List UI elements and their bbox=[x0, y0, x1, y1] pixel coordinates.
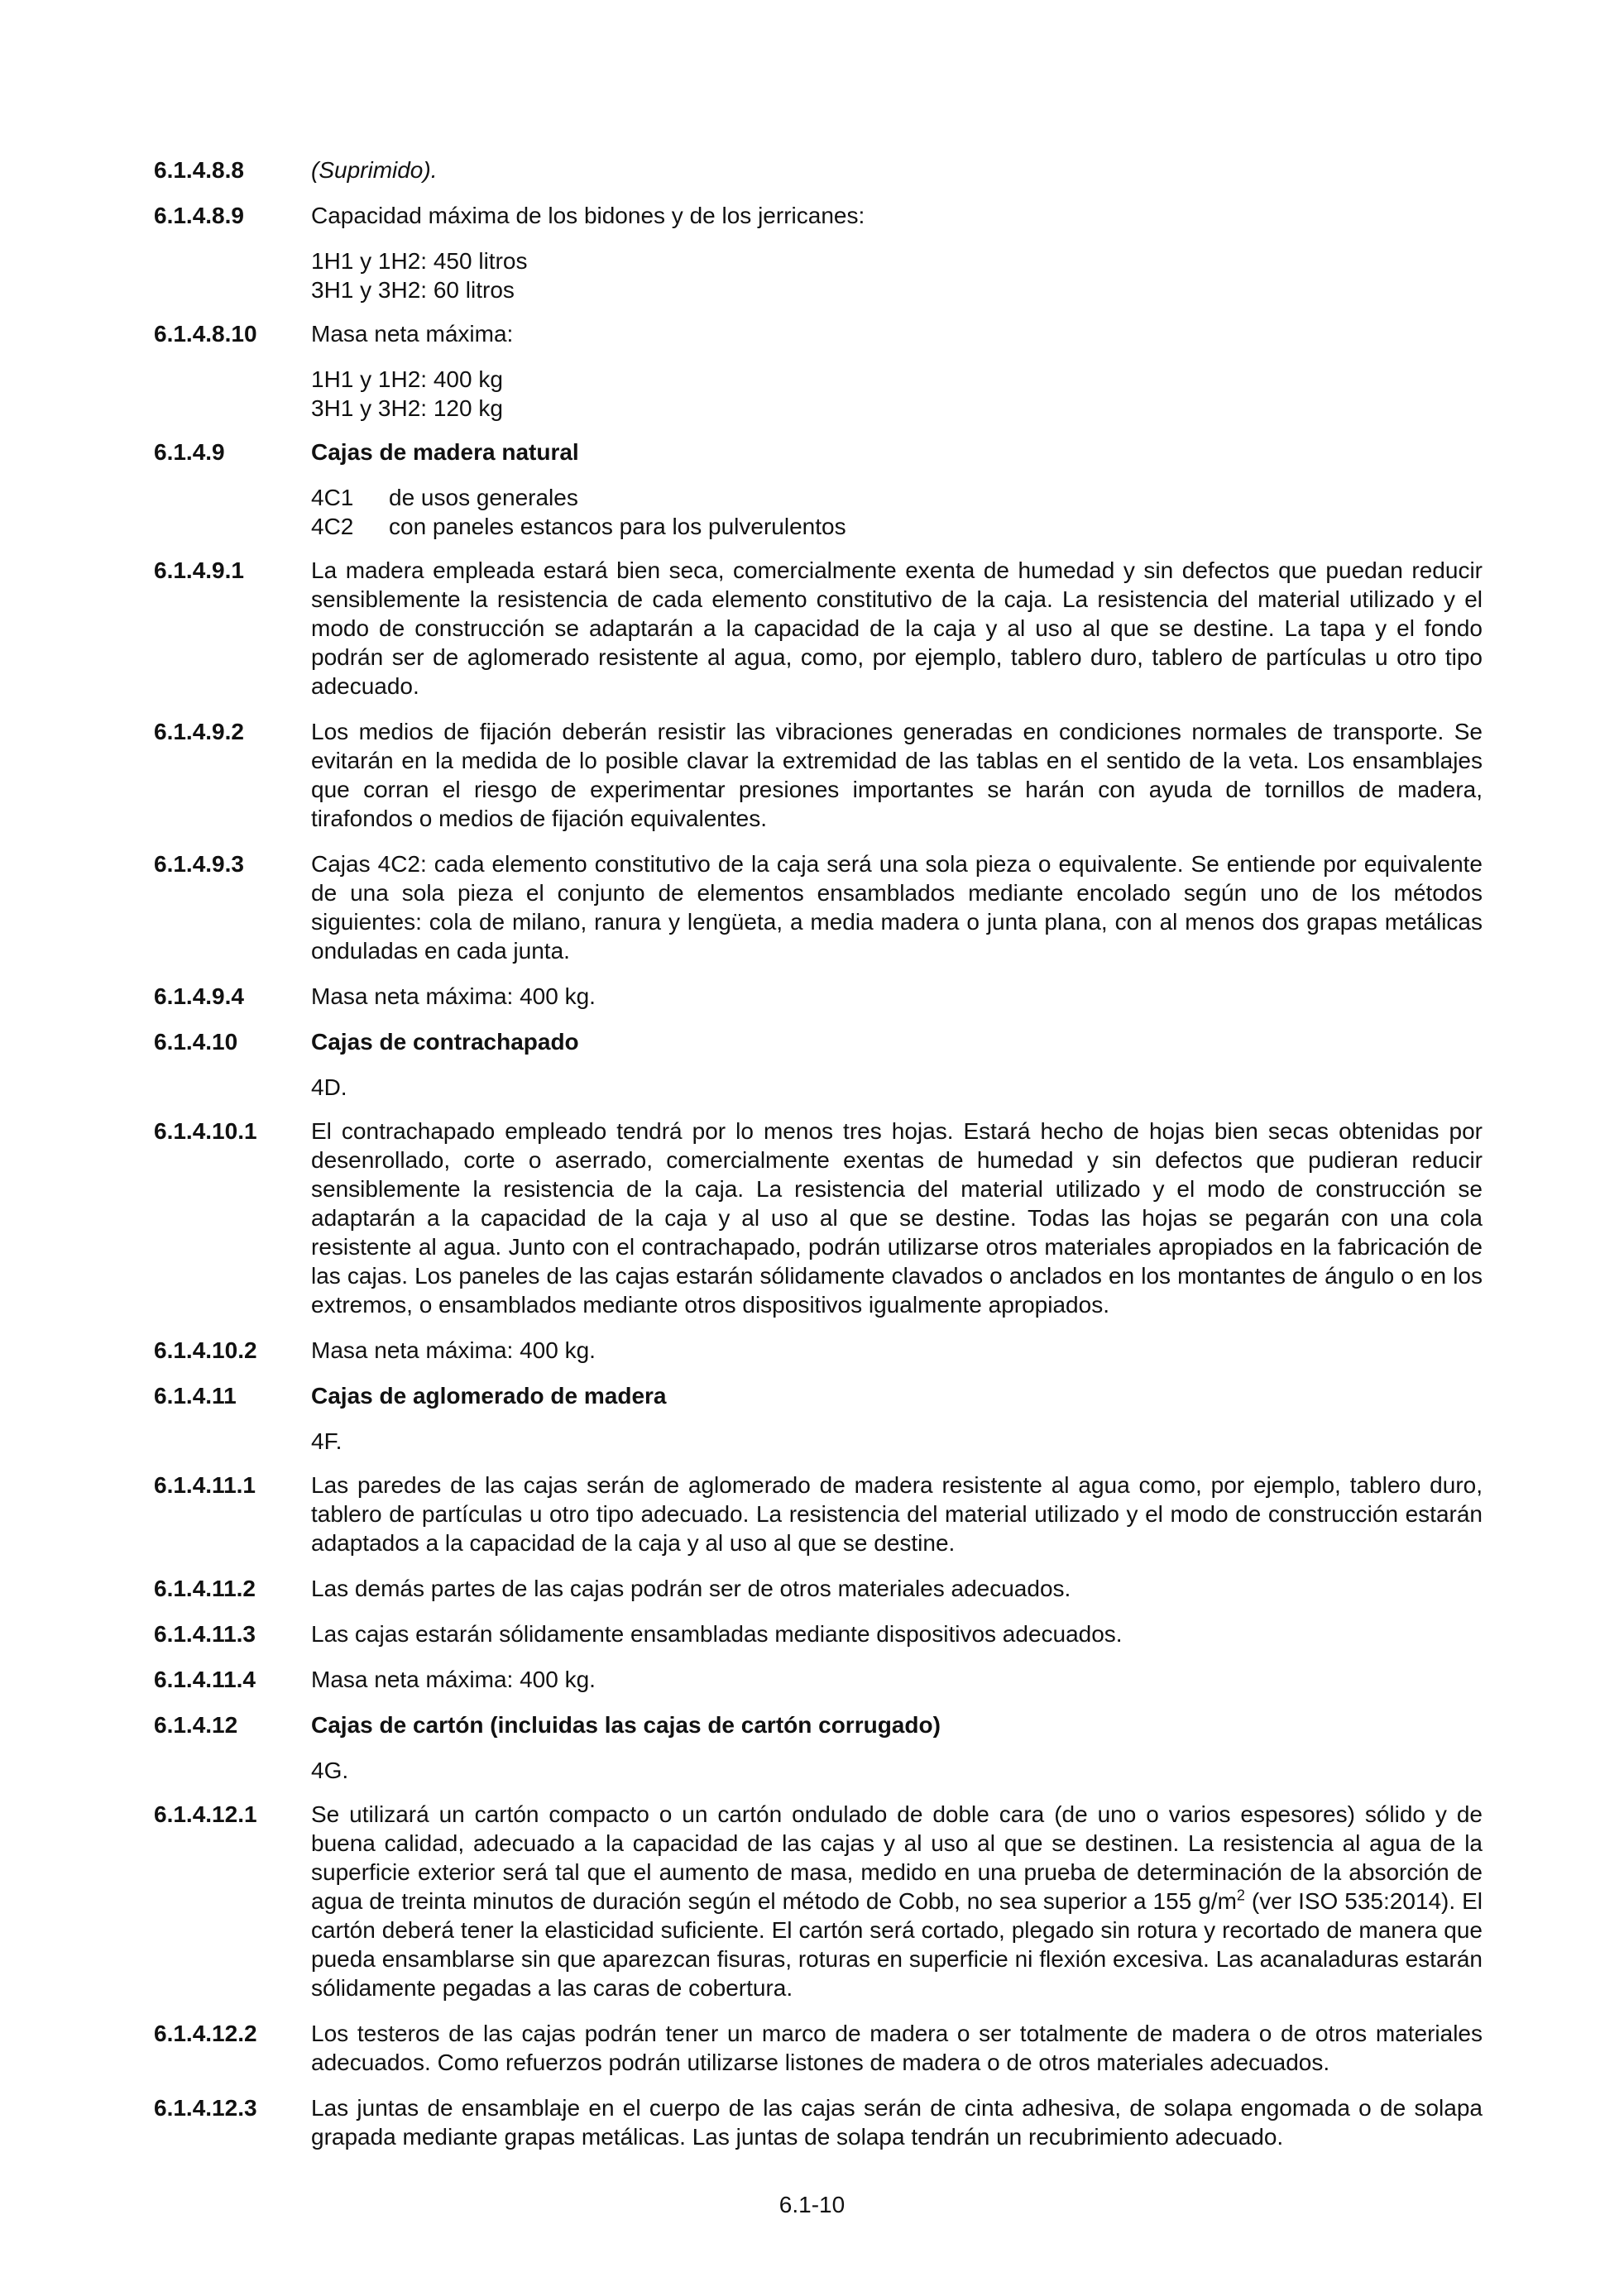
section-number: 6.1.4.11 bbox=[154, 1383, 237, 1409]
section-6-1-4-8-10 bbox=[154, 319, 1483, 348]
section-heading: Cajas de contrachapado bbox=[311, 1029, 579, 1055]
section-number: 6.1.4.12.1 bbox=[154, 1801, 257, 1827]
section-text: Capacidad máxima de los bidones y de los jerricanes: bbox=[311, 203, 865, 228]
section-6-1-4-10 bbox=[154, 1027, 1483, 1056]
section-number: 6.1.4.8.8 bbox=[154, 157, 244, 183]
section-text: Las cajas estarán sólidamente ensambladas mediante dispositivos adecuados. bbox=[311, 1621, 1123, 1647]
section-6-1-4-9-3 bbox=[154, 849, 1483, 965]
packaging-code-line: 4F. bbox=[311, 1428, 343, 1454]
packaging-code: 4C1 bbox=[311, 485, 354, 510]
section-number: 6.1.4.10.2 bbox=[154, 1337, 257, 1363]
section-6-1-4-12-3 bbox=[154, 2093, 1483, 2151]
section-heading: Cajas de aglomerado de madera bbox=[311, 1383, 667, 1409]
section-text: Masa neta máxima: 400 kg. bbox=[311, 1337, 596, 1363]
mass-line: 1H1 y 1H2: 400 kg bbox=[311, 366, 503, 392]
section-number: 6.1.4.12.3 bbox=[154, 2095, 257, 2121]
section-number: 6.1.4.8.10 bbox=[154, 321, 257, 347]
code-list bbox=[311, 483, 1483, 541]
section-heading: Cajas de madera natural bbox=[311, 439, 579, 465]
section-text: Los testeros de las cajas podrán tener un marco de madera o ser totalmente de madera o de otros materiales adecuados. Como refuerzos podrán utilizarse listones de madera o de otros materiales adecuados. bbox=[311, 2021, 1483, 2075]
section-6-1-4-12-1 bbox=[154, 1800, 1483, 2002]
section-6-1-4-12 bbox=[154, 1710, 1483, 1739]
section-6-1-4-9-4 bbox=[154, 982, 1483, 1011]
section-number: 6.1.4.11.2 bbox=[154, 1576, 256, 1601]
section-text-part: Se utilizará un cartón compacto o un cartón ondulado de doble cara (de uno o varios espesores) sólido y de buena calidad, adecuado a la capacidad de las cajas y al uso al que se destinen. La resistencia al agua de la superficie exterior será tal que el aumento de masa, medido en una prueba de determinación de la absorción de agua de treinta minutos de duración según el método de Cobb, no sea superior a 155 g/m bbox=[311, 1801, 1483, 1914]
section-6-1-4-9 bbox=[154, 438, 1483, 466]
section-6-1-4-10-1 bbox=[154, 1117, 1483, 1319]
code-line bbox=[311, 483, 1483, 512]
section-number: 6.1.4.10 bbox=[154, 1029, 238, 1055]
code-line bbox=[311, 512, 1483, 541]
superscript: 2 bbox=[1236, 1887, 1245, 1904]
section-number: 6.1.4.12 bbox=[154, 1712, 238, 1738]
section-text-part: (ver ISO 535:2014). El cartón deberá tener la elasticidad suficiente. El cartón será cortado, plegado sin rotura y recortado de manera que pueda ensamblarse sin que aparezcan fisuras, roturas en superficie ni flexión excesiva. Las acanaladuras estarán sólidamente pegadas a las caras de cobertura. bbox=[311, 1888, 1483, 2001]
section-number: 6.1.4.9 bbox=[154, 439, 225, 465]
section-number: 6.1.4.9.2 bbox=[154, 719, 244, 744]
section-text: El contrachapado empleado tendrá por lo menos tres hojas. Estará hecho de hojas bien secas obtenidas por desenrollado, corte o aserrado, comercialmente exentas de humedad y sin defectos que pudieran reducir sensiblemente la resistencia de la caja. La resistencia del material utilizado y el modo de construcción se adaptarán a la capacidad de la caja y al uso al que se destine. Todas las hojas se pegarán con una cola resistente al agua. Junto con el contrachapado, podrán utilizarse otros materiales apropiados en la fabricación de las cajas. Los paneles de las cajas estarán sólidamente clavados o anclados en los montantes de ángulo o en los extremos, o ensamblados mediante otros dispositivos igualmente apropiados. bbox=[311, 1118, 1483, 1318]
section-number: 6.1.4.9.1 bbox=[154, 557, 244, 583]
section-6-1-4-11-2 bbox=[154, 1574, 1483, 1603]
section-6-1-4-8-8 bbox=[154, 155, 1483, 184]
page-content bbox=[154, 155, 1483, 2168]
section-number: 6.1.4.12.2 bbox=[154, 2021, 257, 2046]
packaging-code-line: 4G. bbox=[311, 1758, 349, 1783]
section-number: 6.1.4.11.4 bbox=[154, 1667, 256, 1692]
packaging-code-description: con paneles estancos para los pulverulentos bbox=[389, 514, 846, 539]
section-text: Masa neta máxima: 400 kg. bbox=[311, 983, 596, 1009]
page-number: 6.1-10 bbox=[778, 2192, 846, 2217]
section-6-1-4-10-2 bbox=[154, 1336, 1483, 1365]
capacity-line: 3H1 y 3H2: 60 litros bbox=[311, 277, 515, 303]
section-number: 6.1.4.11.1 bbox=[154, 1472, 256, 1498]
section-6-1-4-8-9 bbox=[154, 201, 1483, 230]
section-6-1-4-11-1 bbox=[154, 1471, 1483, 1557]
section-text: La madera empleada estará bien seca, comercialmente exenta de humedad y sin defectos que puedan reducir sensiblemente la resistencia de cada elemento constitutivo de la caja. La resistencia del material utilizado y el modo de construcción se adaptarán a la capacidad de la caja y al uso al que se destine. La tapa y el fondo podrán ser de aglomerado resistente al agua, como, por ejemplo, tablero duro, tablero de partículas u otro tipo adecuado. bbox=[311, 557, 1483, 699]
section-text: Cajas 4C2: cada elemento constitutivo de la caja será una sola pieza o equivalente. Se entiende por equivalente de una sola pieza el conjunto de elementos ensamblados mediante encolado según uno de los métodos siguientes: cola de milano, ranura y lengüeta, a media madera o junta plana, con al menos dos grapas metálicas onduladas en cada junta. bbox=[311, 851, 1483, 964]
section-text: Las demás partes de las cajas podrán ser de otros materiales adecuados. bbox=[311, 1576, 1071, 1601]
section-text: Masa neta máxima: bbox=[311, 321, 514, 347]
section-text: Los medios de fijación deberán resistir las vibraciones generadas en condiciones normales de transporte. Se evitarán en la medida de lo posible clavar la extremidad de las tablas en el sentido de la veta. Los ensamblajes que corran el riesgo de experimentar presiones importantes se harán con ayuda de tornillos de madera, tirafondos o medios de fijación equivalentes. bbox=[311, 719, 1483, 831]
section-number: 6.1.4.9.3 bbox=[154, 851, 244, 877]
packaging-code: 4C2 bbox=[311, 514, 354, 539]
section-6-1-4-11-4 bbox=[154, 1665, 1483, 1694]
section-number: 6.1.4.11.3 bbox=[154, 1621, 256, 1647]
section-text: Las juntas de ensamblaje en el cuerpo de las cajas serán de cinta adhesiva, de solapa engomada o de solapa grapada mediante grapas metálicas. Las juntas de solapa tendrán un recubrimiento adecuado. bbox=[311, 2095, 1483, 2150]
section-6-1-4-11-3 bbox=[154, 1619, 1483, 1648]
packaging-code-description: de usos generales bbox=[389, 485, 578, 510]
packaging-code-line: 4D. bbox=[311, 1074, 347, 1100]
mass-line: 3H1 y 3H2: 120 kg bbox=[311, 395, 503, 421]
section-number: 6.1.4.10.1 bbox=[154, 1118, 257, 1144]
section-text bbox=[311, 1800, 1483, 2002]
section-6-1-4-9-2 bbox=[154, 717, 1483, 833]
section-heading: Cajas de cartón (incluidas las cajas de cartón corrugado) bbox=[311, 1712, 941, 1738]
capacity-list bbox=[311, 246, 1483, 304]
section-text: (Suprimido). bbox=[311, 157, 438, 183]
section-6-1-4-11 bbox=[154, 1381, 1483, 1410]
mass-list bbox=[311, 365, 1483, 423]
section-6-1-4-12-2 bbox=[154, 2019, 1483, 2077]
section-number: 6.1.4.8.9 bbox=[154, 203, 244, 228]
section-6-1-4-9-1 bbox=[154, 556, 1483, 701]
section-number: 6.1.4.9.4 bbox=[154, 983, 244, 1009]
section-text: Las paredes de las cajas serán de aglomerado de madera resistente al agua como, por ejemplo, tablero duro, tablero de partículas u otro tipo adecuado. La resistencia del material utilizado y el modo de construcción estarán adaptados a la capacidad de la caja y al uso al que se destine. bbox=[311, 1472, 1483, 1556]
section-text: Masa neta máxima: 400 kg. bbox=[311, 1667, 596, 1692]
capacity-line: 1H1 y 1H2: 450 litros bbox=[311, 248, 528, 274]
